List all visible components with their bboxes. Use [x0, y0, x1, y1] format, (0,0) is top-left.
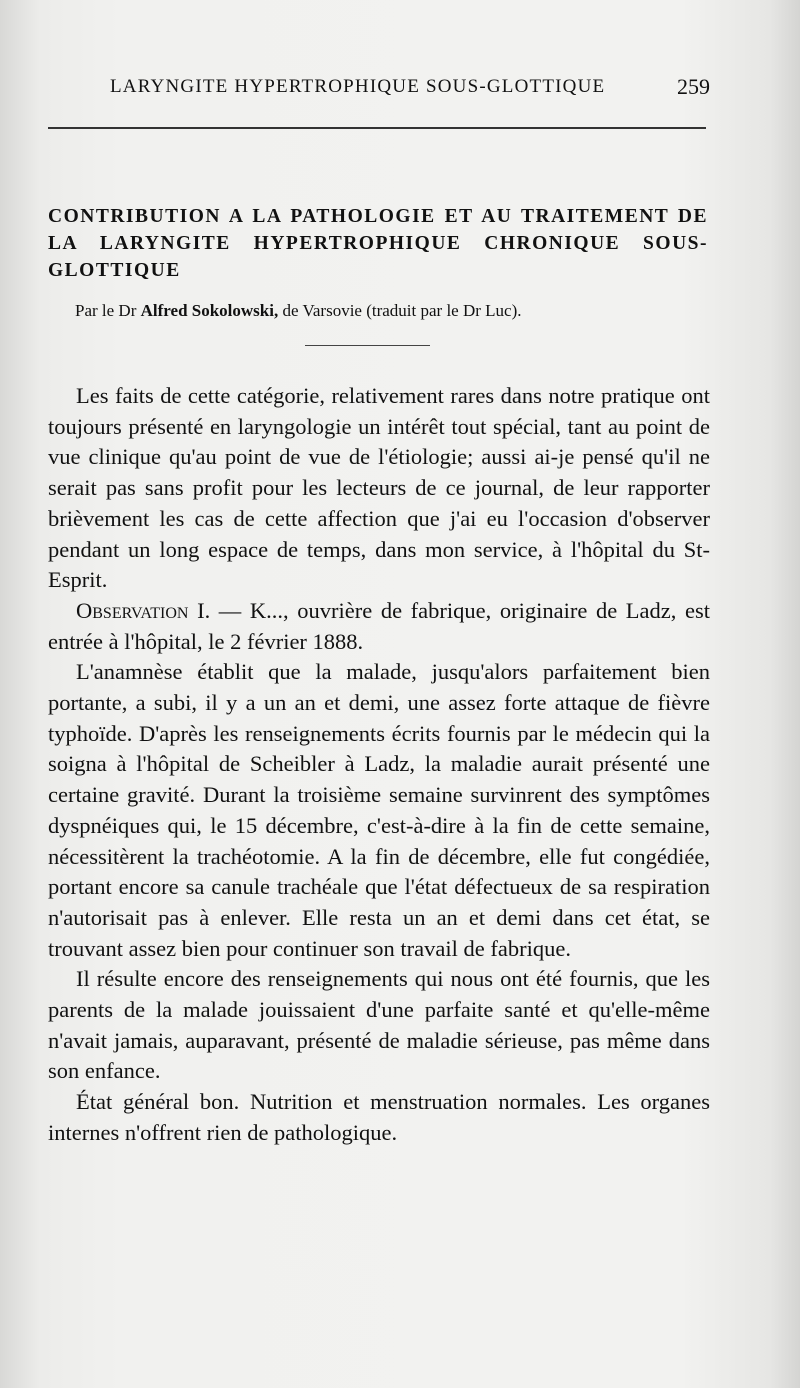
- running-title: LARYNGITE HYPERTROPHIQUE SOUS-GLOTTIQUE: [110, 76, 606, 97]
- paragraph-intro: Les faits de cette catégorie, relativement rares dans notre pratique ont toujours présenté en laryngologie un intérêt tout spécial, tant au point de vue clinique qu'au point de vue de l'étiologie; aussi ai-je pensé qu'il ne serait pas sans profit pour les lecteurs de ce journal, de leur rapporter brièvement les cas de cette affection que j'ai eu l'occasion d'observer pendant un long espace de temps, dans mon service, à l'hôpital du St-Esprit.: [48, 383, 710, 593]
- section-divider: [305, 345, 430, 346]
- paragraph-general-state: État général bon. Nutrition et menstruation normales. Les organes internes n'offrent rien de pathologique.: [48, 1089, 710, 1145]
- byline: [75, 301, 715, 321]
- page-number: 259: [677, 74, 710, 99]
- running-header: [110, 76, 710, 106]
- paragraph-anamnesis: L'anamnèse établit que la malade, jusqu'alors parfaitement bien portante, a subi, il y a un an et demi, une assez forte attaque de fièvre typhoïde. D'après les renseignements écrits fournis par le médecin qui la soigna à l'hôpital de Scheibler à Ladz, la maladie aurait présenté une certaine gravité. Durant la troisième semaine survinrent des symptômes dyspnéiques qui, le 15 décembre, c'est-à-dire à la fin de cette semaine, nécessitèrent la trachéotomie. A la fin de décembre, elle fut congédiée, portant encore sa canule trachéale que l'état défectueux de sa respiration n'autorisait pas à enlever. Elle resta un an et demi dans cet état, se trouvant assez bien pour continuer son travail de fabrique.: [48, 659, 710, 961]
- paragraph-observation: [48, 596, 710, 657]
- byline-prefix: Par le Dr: [75, 301, 137, 320]
- observation-label: Observation I.: [76, 597, 211, 623]
- author-name: Alfred Sokolowski,: [140, 301, 279, 320]
- paragraph-family-history: Il résulte encore des renseignements qui nous ont été fournis, que les parents de la malade jouissaient d'une parfaite santé et qu'elle-même n'avait jamais, auparavant, présenté de maladie sérieuse, pas même dans son enfance.: [48, 966, 710, 1084]
- article-body: [48, 381, 710, 1149]
- observation-text: — K..., ouvrière de fabrique, originaire de Ladz, est entrée à l'hôpital, le 2 février 1888.: [48, 597, 710, 654]
- byline-suffix: de Varsovie (traduit par le Dr Luc).: [282, 301, 522, 320]
- article-title: CONTRIBUTION A LA PATHOLOGIE ET AU TRAITEMENT DE LA LARYNGITE HYPERTROPHIQUE CHRONIQUE SOUS-GLOTTIQUE: [48, 206, 708, 281]
- header-rule: [48, 127, 706, 129]
